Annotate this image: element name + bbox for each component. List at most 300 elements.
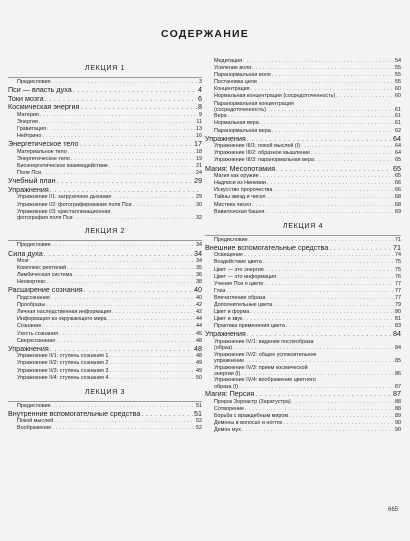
dot-leader bbox=[79, 140, 193, 149]
entry-page: 60 bbox=[395, 86, 401, 93]
dot-leader bbox=[141, 410, 193, 419]
entry-title: Постановка цели bbox=[214, 79, 257, 86]
entry-page: 44 bbox=[196, 316, 202, 323]
toc-entry bbox=[8, 279, 202, 286]
lecture-heading: ЛЕКЦИЯ 4 bbox=[282, 220, 324, 230]
entry-title: Пророк Зороастр (Заратустра) bbox=[214, 398, 291, 405]
entry-page: 71 bbox=[393, 243, 401, 252]
toc-left-column bbox=[8, 58, 202, 433]
entry-page: 3 bbox=[199, 79, 202, 85]
entry-title-line2: фотография поля Пси bbox=[17, 215, 73, 221]
entry-title: Вавилонская башня bbox=[214, 208, 265, 215]
entry-title: Энергетическое тело bbox=[8, 140, 79, 149]
entry-page: 90 bbox=[395, 427, 401, 434]
entry-title: Тайны звезд и чисел bbox=[214, 194, 266, 201]
entry-title: Упражнения bbox=[205, 330, 246, 339]
entry-page: 8 bbox=[198, 103, 202, 112]
toc-entry bbox=[8, 295, 202, 302]
toc-entry bbox=[8, 194, 202, 201]
dot-leader bbox=[265, 267, 394, 274]
toc-entry bbox=[205, 377, 401, 390]
entry-page: 48 bbox=[196, 337, 202, 344]
entry-title: Демоны в волосах и ногтях bbox=[214, 420, 283, 427]
entry-title: Сотворение bbox=[214, 405, 245, 412]
toc-entry bbox=[205, 295, 401, 302]
entry-title: Учение Пси о цвете bbox=[214, 280, 264, 287]
entry-page: 89 bbox=[395, 413, 401, 420]
toc-entry bbox=[8, 316, 202, 323]
entry-page: 55 bbox=[395, 79, 401, 86]
entry-page: 55 bbox=[395, 65, 401, 72]
entry-page: 62 bbox=[395, 127, 401, 134]
dot-leader bbox=[71, 156, 195, 163]
toc-entry bbox=[205, 302, 401, 309]
dot-leader bbox=[243, 58, 394, 65]
dot-leader bbox=[67, 265, 195, 272]
entry-title: Биоэнергетическое взаимодействие bbox=[17, 163, 108, 170]
entry-page: 4 bbox=[198, 86, 202, 95]
dot-leader bbox=[57, 177, 193, 186]
entry-page: 34 bbox=[194, 249, 202, 258]
toc-section bbox=[8, 103, 202, 112]
dot-leader bbox=[109, 353, 195, 360]
entry-title: Информация из окружающего мира bbox=[17, 316, 107, 323]
entry-title: Вера bbox=[214, 113, 227, 120]
entry-page: 24 bbox=[196, 170, 202, 177]
toc-section bbox=[8, 140, 202, 149]
dot-leader bbox=[260, 173, 394, 180]
entry-title: Демон мух bbox=[214, 427, 241, 434]
toc-section bbox=[8, 410, 202, 419]
entry-title: Упражнение II/2: ступень сознания 2 bbox=[17, 360, 109, 367]
entry-page: 11 bbox=[196, 118, 202, 125]
toc-entry bbox=[8, 265, 202, 272]
toc-entry bbox=[205, 173, 401, 180]
entry-title: Энергетическое тело bbox=[17, 155, 70, 162]
entry-title: Лимбическая система bbox=[17, 272, 73, 279]
entry-page: 17 bbox=[194, 140, 202, 149]
entry-page: 18 bbox=[196, 148, 202, 155]
toc-entry bbox=[8, 209, 202, 222]
toc-section bbox=[8, 186, 202, 195]
toc-section bbox=[8, 286, 202, 295]
toc-entry bbox=[205, 413, 401, 420]
lecture-heading: ЛЕКЦИЯ 2 bbox=[84, 226, 126, 236]
toc-entry bbox=[8, 375, 202, 382]
entry-title: Сила духа bbox=[8, 249, 43, 258]
lecture-heading: ЛЕКЦИЯ 3 bbox=[84, 386, 126, 396]
entry-page: 83 bbox=[395, 323, 401, 330]
toc-entry bbox=[8, 360, 202, 367]
entry-page: 64 bbox=[395, 150, 401, 157]
entry-title: Космическая энергия bbox=[8, 103, 80, 112]
dot-leader bbox=[30, 258, 195, 265]
entry-title: Расширение сознания bbox=[8, 286, 83, 295]
toc-entry bbox=[205, 128, 401, 135]
entry-page: 35 bbox=[196, 265, 202, 272]
page-title: СОДЕРЖАНИЕ bbox=[161, 28, 249, 40]
entry-page: 60 bbox=[395, 93, 401, 100]
entry-title-continued bbox=[17, 215, 202, 221]
dot-leader bbox=[109, 360, 195, 367]
toc-entry bbox=[205, 180, 401, 187]
divider-line bbox=[8, 240, 202, 241]
entry-title: Цвет — это энергия bbox=[214, 266, 264, 273]
toc-entry bbox=[8, 418, 202, 425]
entry-page: 84 bbox=[395, 345, 401, 352]
dot-leader bbox=[42, 133, 195, 140]
entry-page: 45 bbox=[196, 330, 202, 337]
entry-page: 30 bbox=[196, 201, 202, 208]
dot-leader bbox=[265, 209, 394, 216]
entry-title: Предисловие bbox=[17, 402, 51, 409]
entry-title: Упражнение IV/2: общее успокоительное bbox=[214, 351, 317, 358]
toc-entry bbox=[205, 237, 401, 244]
toc-entry bbox=[8, 272, 202, 279]
dot-leader bbox=[47, 279, 195, 286]
entry-title-line2: образа (I) bbox=[214, 383, 239, 390]
dot-leader bbox=[245, 406, 394, 413]
entry-title: Паранормальная воля bbox=[214, 72, 271, 79]
entry-page: 66 bbox=[395, 187, 401, 194]
dot-leader bbox=[84, 286, 193, 295]
entry-title: Пси — власть духа bbox=[8, 86, 72, 95]
dot-leader bbox=[247, 135, 392, 144]
entry-title: Подсознание bbox=[17, 295, 51, 302]
dot-leader bbox=[109, 375, 195, 382]
dot-leader bbox=[286, 323, 394, 330]
dot-leader bbox=[283, 420, 394, 427]
toc-entry bbox=[205, 113, 401, 120]
entry-title: Магия как оружие bbox=[214, 173, 259, 180]
entry-title: Нормальная вера bbox=[214, 120, 259, 127]
entry-page: 74 bbox=[395, 252, 401, 259]
dot-leader bbox=[109, 368, 195, 375]
entry-page: 55 bbox=[395, 72, 401, 79]
entry-title: Прообразы bbox=[17, 302, 46, 309]
dot-leader bbox=[52, 425, 195, 432]
entry-title: Упражнение II/4: ступень сознания 4 bbox=[17, 374, 109, 381]
divider-line bbox=[205, 235, 401, 236]
dot-leader bbox=[109, 163, 195, 170]
dot-leader bbox=[50, 345, 193, 354]
toc-entry bbox=[8, 202, 202, 209]
entry-title: Медитация bbox=[214, 58, 243, 64]
entry-title: Материя bbox=[17, 111, 39, 118]
dot-leader bbox=[267, 194, 394, 201]
entry-page: 54 bbox=[395, 58, 401, 64]
entry-page: 75 bbox=[395, 266, 401, 273]
dot-leader bbox=[73, 86, 197, 95]
dot-leader bbox=[336, 93, 394, 100]
toc-section bbox=[8, 86, 202, 95]
toc-entry bbox=[205, 86, 401, 93]
entry-page: 29 bbox=[196, 194, 202, 201]
entry-title: Сознание bbox=[17, 323, 42, 330]
lecture-heading: ЛЕКЦИЯ 1 bbox=[84, 63, 126, 72]
dot-leader bbox=[289, 413, 394, 420]
entry-page: 79 bbox=[395, 302, 401, 309]
divider-line bbox=[8, 401, 202, 402]
entry-title: Упражнение I/2: фотографирование поля Пси bbox=[17, 201, 132, 208]
entry-title: Упражнение IV/3: прием космической bbox=[214, 364, 308, 371]
dot-leader bbox=[56, 338, 195, 345]
entry-page: 71 bbox=[395, 236, 401, 243]
dot-leader bbox=[251, 86, 394, 93]
entry-page: 44 bbox=[196, 323, 202, 330]
toc-entry bbox=[8, 258, 202, 265]
entry-title: Глаз bbox=[214, 287, 226, 294]
dot-leader bbox=[59, 331, 195, 338]
dot-leader bbox=[112, 309, 195, 316]
entry-page: 69 bbox=[395, 208, 401, 215]
entry-page: 42 bbox=[196, 309, 202, 316]
entry-page: 13 bbox=[196, 126, 202, 133]
toc-section bbox=[205, 244, 401, 253]
toc-entry bbox=[205, 120, 401, 127]
toc-entry bbox=[205, 194, 401, 201]
dot-leader bbox=[46, 302, 195, 309]
dot-leader bbox=[252, 65, 394, 72]
toc-entry bbox=[205, 267, 401, 274]
toc-entry bbox=[205, 79, 401, 86]
dot-leader bbox=[39, 119, 196, 126]
toc-entry bbox=[8, 79, 202, 86]
entry-title: Освещение bbox=[214, 252, 244, 259]
entry-page: 61 bbox=[395, 106, 401, 113]
entry-title: Упражнение III/1: покой мыслей (I) bbox=[214, 143, 301, 150]
entry-page: 49 bbox=[196, 367, 202, 374]
dot-leader bbox=[52, 79, 198, 86]
entry-title: Учебный план bbox=[8, 177, 56, 186]
toc-section bbox=[8, 177, 202, 186]
entry-title: Упражнение II/1: ступень сознания 1 bbox=[17, 353, 109, 360]
entry-title-line2: (образ) bbox=[214, 345, 233, 352]
entry-title: Упражнение I/1: загрузочное дыхание bbox=[17, 194, 112, 201]
dot-leader bbox=[276, 165, 392, 174]
toc-entry bbox=[8, 331, 202, 338]
toc-entry bbox=[8, 170, 202, 177]
entry-title: Усиление воли bbox=[214, 65, 252, 72]
toc-entry bbox=[8, 323, 202, 330]
toc-entry bbox=[205, 399, 401, 406]
dot-leader bbox=[243, 316, 394, 323]
dot-leader bbox=[252, 202, 394, 209]
entry-title: Нормальная концентрация (сосредоточенность) bbox=[214, 93, 336, 100]
dot-leader bbox=[260, 120, 394, 127]
toc-entry bbox=[8, 156, 202, 163]
entry-page: 75 bbox=[395, 259, 401, 266]
dot-leader bbox=[45, 95, 197, 104]
toc-entry bbox=[8, 163, 202, 170]
dot-leader bbox=[329, 244, 392, 253]
toc-entry bbox=[205, 157, 401, 164]
toc-entry bbox=[205, 323, 401, 330]
entry-title: Неокортекс bbox=[17, 279, 46, 286]
toc-entry bbox=[205, 352, 401, 365]
dot-leader bbox=[264, 281, 394, 288]
dot-leader bbox=[273, 302, 394, 309]
toc-entry bbox=[205, 288, 401, 295]
toc-entry bbox=[8, 368, 202, 375]
toc-entry bbox=[8, 112, 202, 119]
toc-entry bbox=[8, 353, 202, 360]
toc-section bbox=[8, 345, 202, 354]
toc-section bbox=[205, 165, 401, 174]
entry-title: Предисловие bbox=[17, 79, 51, 85]
toc-entry bbox=[205, 309, 401, 316]
entry-title: Упражнения bbox=[8, 344, 49, 353]
entry-page: 61 bbox=[395, 120, 401, 127]
toc-section bbox=[8, 95, 202, 104]
entry-title: Покой мыслей bbox=[17, 418, 54, 425]
entry-page: 64 bbox=[393, 134, 401, 143]
dot-leader bbox=[74, 215, 196, 221]
toc-right-column bbox=[205, 58, 401, 434]
toc-entry bbox=[205, 252, 401, 259]
entry-title: Поле Пси bbox=[17, 170, 41, 177]
entry-page: 90 bbox=[395, 420, 401, 427]
toc-entry bbox=[205, 209, 401, 216]
entry-title: Паранормальная вера bbox=[214, 127, 271, 134]
toc-entry bbox=[205, 143, 401, 150]
entry-page: 36 bbox=[196, 272, 202, 279]
toc-entry bbox=[8, 302, 202, 309]
entry-title: Предисловие bbox=[17, 242, 51, 249]
entry-page: 9 bbox=[199, 111, 202, 118]
entry-page: 77 bbox=[395, 287, 401, 294]
entry-title: Мозг bbox=[17, 258, 29, 265]
entry-page: 52 bbox=[196, 418, 202, 425]
dot-leader bbox=[277, 274, 394, 281]
entry-page: 88 bbox=[395, 405, 401, 412]
entry-title: Упражнение III/3: паранормальная вера bbox=[214, 157, 314, 164]
dot-leader bbox=[249, 237, 394, 244]
dot-leader bbox=[315, 157, 394, 164]
dot-leader bbox=[301, 143, 394, 150]
entry-page: 51 bbox=[196, 402, 202, 409]
dot-leader bbox=[50, 186, 201, 195]
toc-entry bbox=[205, 202, 401, 209]
toc-section bbox=[8, 250, 202, 259]
entry-page: 49 bbox=[196, 360, 202, 367]
dot-leader bbox=[42, 323, 195, 330]
entry-page: 80 bbox=[395, 309, 401, 316]
toc-section bbox=[205, 330, 401, 339]
entry-page: 68 bbox=[395, 201, 401, 208]
entry-page: 85 bbox=[395, 358, 401, 365]
entry-page: 16 bbox=[196, 133, 202, 140]
entry-title: Гравитация bbox=[17, 126, 46, 133]
dot-leader bbox=[242, 427, 394, 434]
entry-title: Впечатление образа bbox=[214, 294, 266, 301]
page-number: 665 bbox=[387, 507, 398, 513]
entry-page: 87 bbox=[393, 390, 401, 399]
toc-entry bbox=[205, 274, 401, 281]
entry-page: 34 bbox=[196, 242, 202, 249]
entry-page: 29 bbox=[194, 177, 202, 186]
entry-title: Искусство пророчества bbox=[214, 187, 273, 194]
dot-leader bbox=[228, 113, 394, 120]
dot-leader bbox=[311, 150, 394, 157]
dot-leader bbox=[133, 202, 195, 209]
entry-page: 81 bbox=[395, 316, 401, 323]
dot-leader bbox=[68, 149, 195, 156]
entry-page: 84 bbox=[393, 330, 401, 339]
entry-page: 48 bbox=[194, 344, 202, 353]
entry-title-line2: энергии (I) bbox=[214, 371, 241, 378]
toc-entry bbox=[205, 339, 401, 352]
entry-title: Материальное тело bbox=[17, 148, 67, 155]
entry-page: 86 bbox=[395, 371, 401, 378]
dot-leader bbox=[112, 194, 195, 201]
entry-page: 66 bbox=[395, 180, 401, 187]
entry-title-line2: (сосредоточенность) bbox=[214, 106, 266, 113]
entry-page: 61 bbox=[395, 113, 401, 120]
toc-entry bbox=[8, 403, 202, 410]
entry-page: 40 bbox=[194, 286, 202, 295]
entry-page: 34 bbox=[196, 258, 202, 265]
toc-entry bbox=[205, 281, 401, 288]
toc-entry bbox=[205, 427, 401, 434]
dot-leader bbox=[292, 399, 394, 406]
toc-entry bbox=[205, 187, 401, 194]
toc-entry bbox=[8, 425, 202, 432]
entry-title: Практика применения цвета bbox=[214, 323, 285, 330]
entry-page: 6 bbox=[198, 94, 202, 103]
toc-entry bbox=[205, 58, 401, 65]
dot-leader bbox=[54, 418, 195, 425]
toc-entry bbox=[8, 126, 202, 133]
entry-page: 77 bbox=[395, 280, 401, 287]
entry-title: Предисловие bbox=[214, 236, 248, 243]
entry-title: Внешние вспомогательные средства bbox=[205, 243, 329, 252]
dot-leader bbox=[273, 187, 394, 194]
toc-entry bbox=[205, 150, 401, 157]
entry-title: Узость сознания bbox=[17, 330, 59, 337]
entry-title: Магия: Персия bbox=[205, 390, 255, 399]
toc-entry bbox=[205, 72, 401, 79]
entry-title: Цвет и форма bbox=[214, 309, 250, 316]
entry-page: 64 bbox=[395, 143, 401, 150]
entry-page: 32 bbox=[196, 215, 202, 221]
toc-entry bbox=[205, 316, 401, 323]
dot-leader bbox=[108, 316, 195, 323]
toc-entry bbox=[205, 65, 401, 72]
entry-page: 42 bbox=[196, 302, 202, 309]
entry-title: Цвет — это информация bbox=[214, 273, 277, 280]
entry-page: 65 bbox=[395, 157, 401, 164]
entry-page: 88 bbox=[395, 398, 401, 405]
dot-leader bbox=[272, 72, 394, 79]
entry-page: 40 bbox=[196, 295, 202, 302]
entry-title: Борьба с враждебным миром bbox=[214, 413, 289, 420]
entry-title: Упражнение III/2: образное мышление bbox=[214, 150, 311, 157]
dot-leader bbox=[244, 252, 394, 259]
toc-entry bbox=[8, 309, 202, 316]
toc-entry bbox=[8, 133, 202, 140]
dot-leader bbox=[73, 272, 195, 279]
entry-page: 77 bbox=[395, 294, 401, 301]
entry-title: Нейтрино bbox=[17, 133, 42, 140]
toc-entry bbox=[205, 420, 401, 427]
dot-leader bbox=[47, 126, 195, 133]
entry-title: Упражнение I/3: кристаллизационная bbox=[17, 208, 111, 215]
toc-entry bbox=[8, 119, 202, 126]
dot-leader bbox=[44, 250, 193, 259]
entry-title: Упражнения bbox=[8, 185, 49, 194]
entry-page: 21 bbox=[196, 163, 202, 170]
